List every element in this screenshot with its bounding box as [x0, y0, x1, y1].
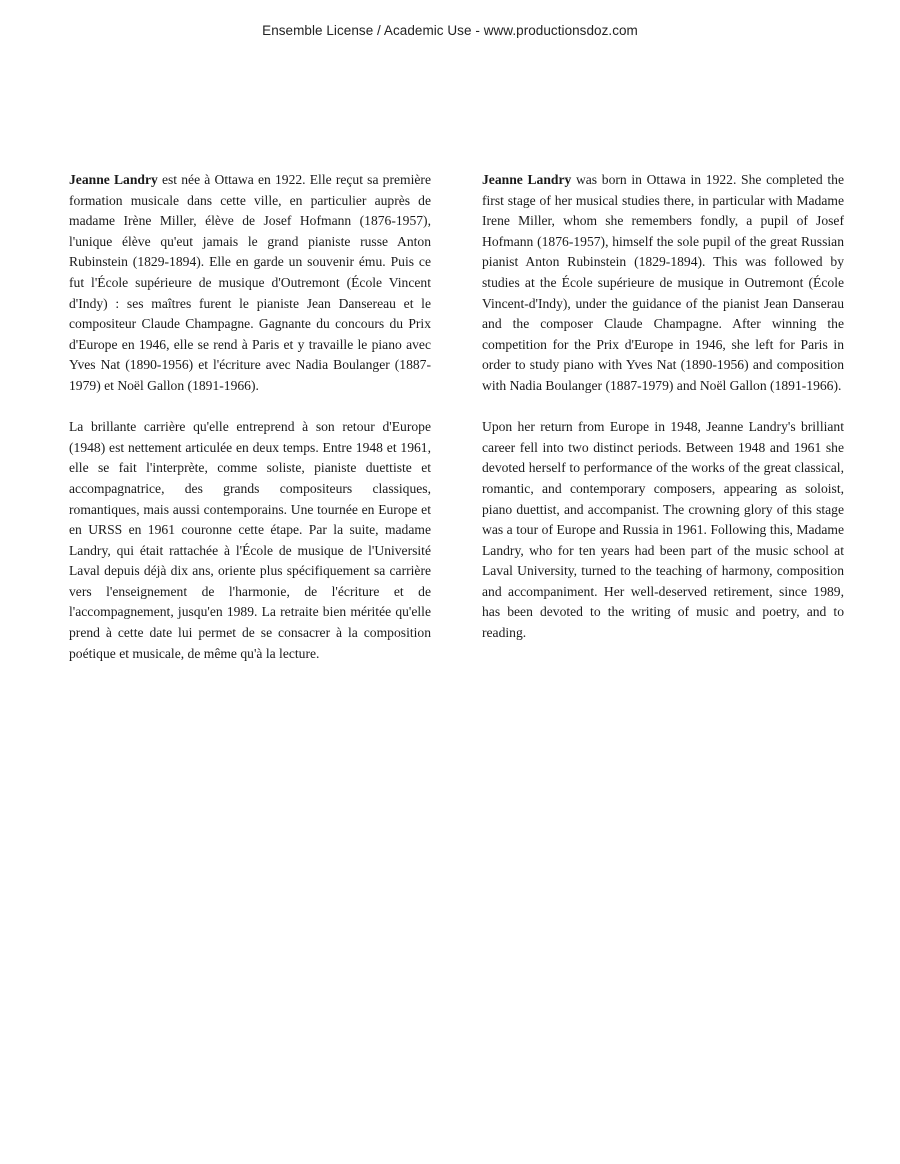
composer-name: Jeanne Landry — [482, 172, 572, 187]
english-biography-column — [482, 170, 844, 644]
license-header: Ensemble License / Academic Use - www.productionsdoz.com — [262, 23, 638, 38]
english-paragraph-1 — [482, 170, 844, 397]
english-paragraph-1-text: was born in Ottawa in 1922. She completed the first stage of her musical studies there, in particular with Madame Irene Miller, whom she remembers fondly, a pupil of Josef Hofmann (1876-1957), himself the sole pupil of the great Russian pianist Anton Rubinstein (1829-1894). This was followed by studies at the École supérieure de musique in Outremont (École Vincent-d'Indy), under the guidance of the pianist Jean Danserau and the composer Claude Champagne. After winning the competition for the Prix d'Europe in 1946, she left for Paris in order to study piano with Yves Nat (1890-1956) and composition with Nadia Boulanger (1887-1979) and Noël Gallon (1891-1966). — [482, 172, 845, 393]
french-biography-column — [69, 170, 431, 664]
french-paragraph-2: La brillante carrière qu'elle entreprend à son retour d'Europe (1948) est nettement articulée en deux temps. Entre 1948 et 1961, elle se fait l'interprète, comme soliste, pianiste duettiste et accompagnatrice, des grands compositeurs classiques, romantiques, mais aussi contemporains. Une tournée en Europe et en URSS en 1961 couronne cette étape. Par la suite, madame Landry, qui était rattachée à l'École de musique de l'Université Laval depuis déjà dix ans, oriente plus spécifiquement sa carrière vers l'enseignement de l'harmonie, de l'écriture et de l'accompagnement, jusqu'en 1989. La retraite bien méritée qu'elle prend à cette date lui permet de se consacrer à la composition poétique et musicale, de même qu'à la lecture. — [69, 419, 431, 661]
french-paragraph-1 — [69, 170, 431, 397]
french-paragraph-1-text: est née à Ottawa en 1922. Elle reçut sa première formation musicale dans cette ville, en particulier auprès de madame Irène Miller, élève de Josef Hofmann (1876-1957), l'unique élève qu'eut jamais le grand pianiste russe Anton Rubinstein (1829-1894). Elle en garde un souvenir ému. Puis ce fut l'École supérieure de musique d'Outremont (École Vincent d'Indy) : ses maîtres furent le pianiste Jean Dansereau et le compositeur Claude Champagne. Gagnante du concours du Prix d'Europe en 1946, elle se rend à Paris et y travaille le piano avec Yves Nat (1890-1956) et l'écriture avec Nadia Boulanger (1887-1979) et Noël Gallon (1891-1966). — [69, 172, 431, 393]
english-paragraph-2: Upon her return from Europe in 1948, Jeanne Landry's brilliant career fell into two distinct periods. Between 1948 and 1961 she devoted herself to performance of the works of the great classical, romantic, and contemporary composers, appearing as soloist, piano duettist, and accompanist. The crowning glory of this stage was a tour of Europe and Russia in 1961. Following this, Madame Landry, who for ten years had been part of the music school at Laval University, turned to the teaching of harmony, composition and accompaniment. Her well-deserved retirement, since 1989, has been devoted to the writing of music and poetry, and to reading. — [482, 419, 844, 641]
composer-name: Jeanne Landry — [69, 172, 158, 187]
